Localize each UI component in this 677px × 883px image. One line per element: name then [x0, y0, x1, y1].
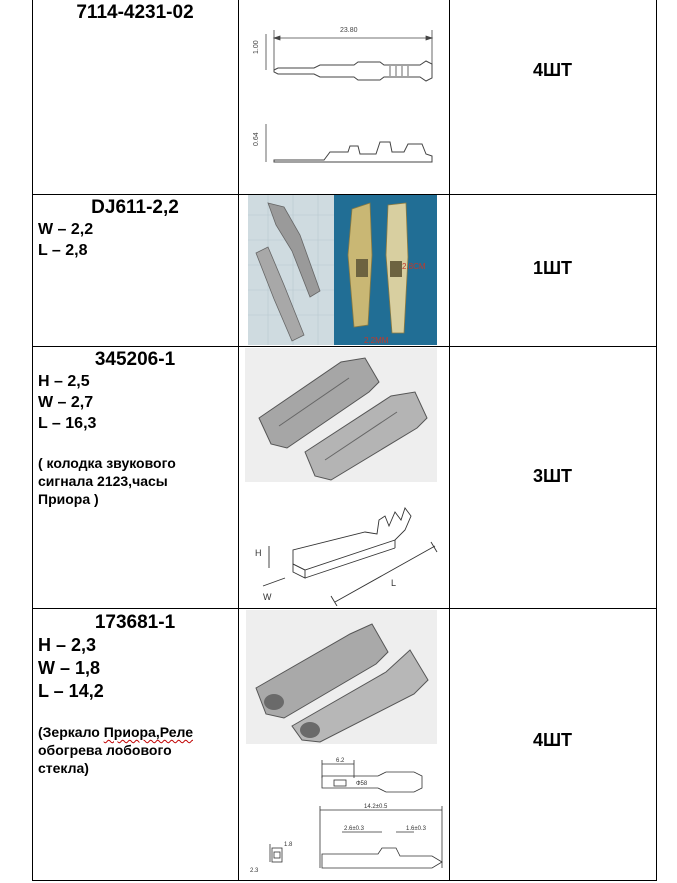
quantity: 4ШТ: [532, 730, 573, 750]
table-row-1-name-cell: [32, 0, 238, 24]
table-row-4-name-cell: [32, 612, 238, 777]
terminal-photo-blue: [334, 195, 437, 345]
spec-width: W – 2,2: [38, 221, 94, 238]
dim-thickness: 0.64: [253, 132, 260, 146]
table-divider-1: [238, 0, 239, 881]
dim-2-3: 2.3: [250, 868, 259, 874]
spec-height: H – 2,3: [38, 635, 97, 655]
dim-height: 1.00: [253, 40, 260, 54]
terminal-photo-pair: [245, 348, 437, 482]
dim-length: 23.80: [340, 27, 358, 34]
note-line-2: сигнала 2123,часы: [38, 473, 168, 489]
spec-height: H – 2,5: [38, 373, 90, 390]
photo-mark-width: 2.2MM: [364, 336, 389, 345]
spec-width: W – 2,7: [38, 394, 94, 411]
terminal-drawing-1: [244, 4, 444, 188]
quantity: 4ШТ: [532, 60, 573, 80]
spec-length: L – 16,3: [38, 415, 97, 432]
quantity: 3ШТ: [532, 466, 573, 486]
part-number: DJ611-2,2: [91, 197, 179, 218]
note-line-1: ( колодка звукового: [38, 455, 176, 471]
photo-mark-length: 2.8CM: [402, 262, 426, 271]
terminal-photo-grid: [248, 195, 334, 345]
dim-6-2: 6.2: [336, 758, 345, 764]
spec-length: L – 14,2: [38, 681, 104, 701]
part-number: 173681-1: [94, 612, 176, 633]
quantity: 1ШТ: [532, 258, 573, 278]
dim-f58: Ф58: [356, 781, 368, 787]
part-number: 345206-1: [94, 349, 176, 370]
terminal-drawing-4: [246, 752, 446, 878]
note-line-2: обогрева лобового: [38, 742, 172, 758]
table-row-3-name-cell: [32, 349, 238, 508]
spec-width: W – 1,8: [38, 658, 101, 678]
row-divider-2: [32, 346, 656, 347]
note-line-1: (Зеркало Приора,Реле: [38, 724, 193, 740]
dim-l-label: L: [391, 578, 397, 588]
dim-1-8: 1.8: [284, 842, 293, 848]
dim-h-label: H: [255, 548, 262, 558]
table-border-right: [656, 0, 657, 881]
table-row-2-name-cell: [32, 197, 238, 261]
dim-w-label: W: [263, 592, 272, 602]
dim-1-6: 1.6±0.3: [406, 826, 426, 832]
terminal-photo-pair-2: [246, 610, 437, 744]
note-line-3: стекла): [38, 760, 89, 776]
note-line-3: Приора ): [38, 491, 99, 507]
part-number: 7114-4231-02: [76, 2, 194, 23]
dim-2-6: 2.6±0.3: [344, 826, 364, 832]
row-divider-3: [32, 608, 656, 609]
dim-14-2: 14.2±0.5: [364, 804, 388, 810]
spec-length: L – 2,8: [38, 242, 88, 259]
terminal-drawing-3: [245, 490, 445, 606]
